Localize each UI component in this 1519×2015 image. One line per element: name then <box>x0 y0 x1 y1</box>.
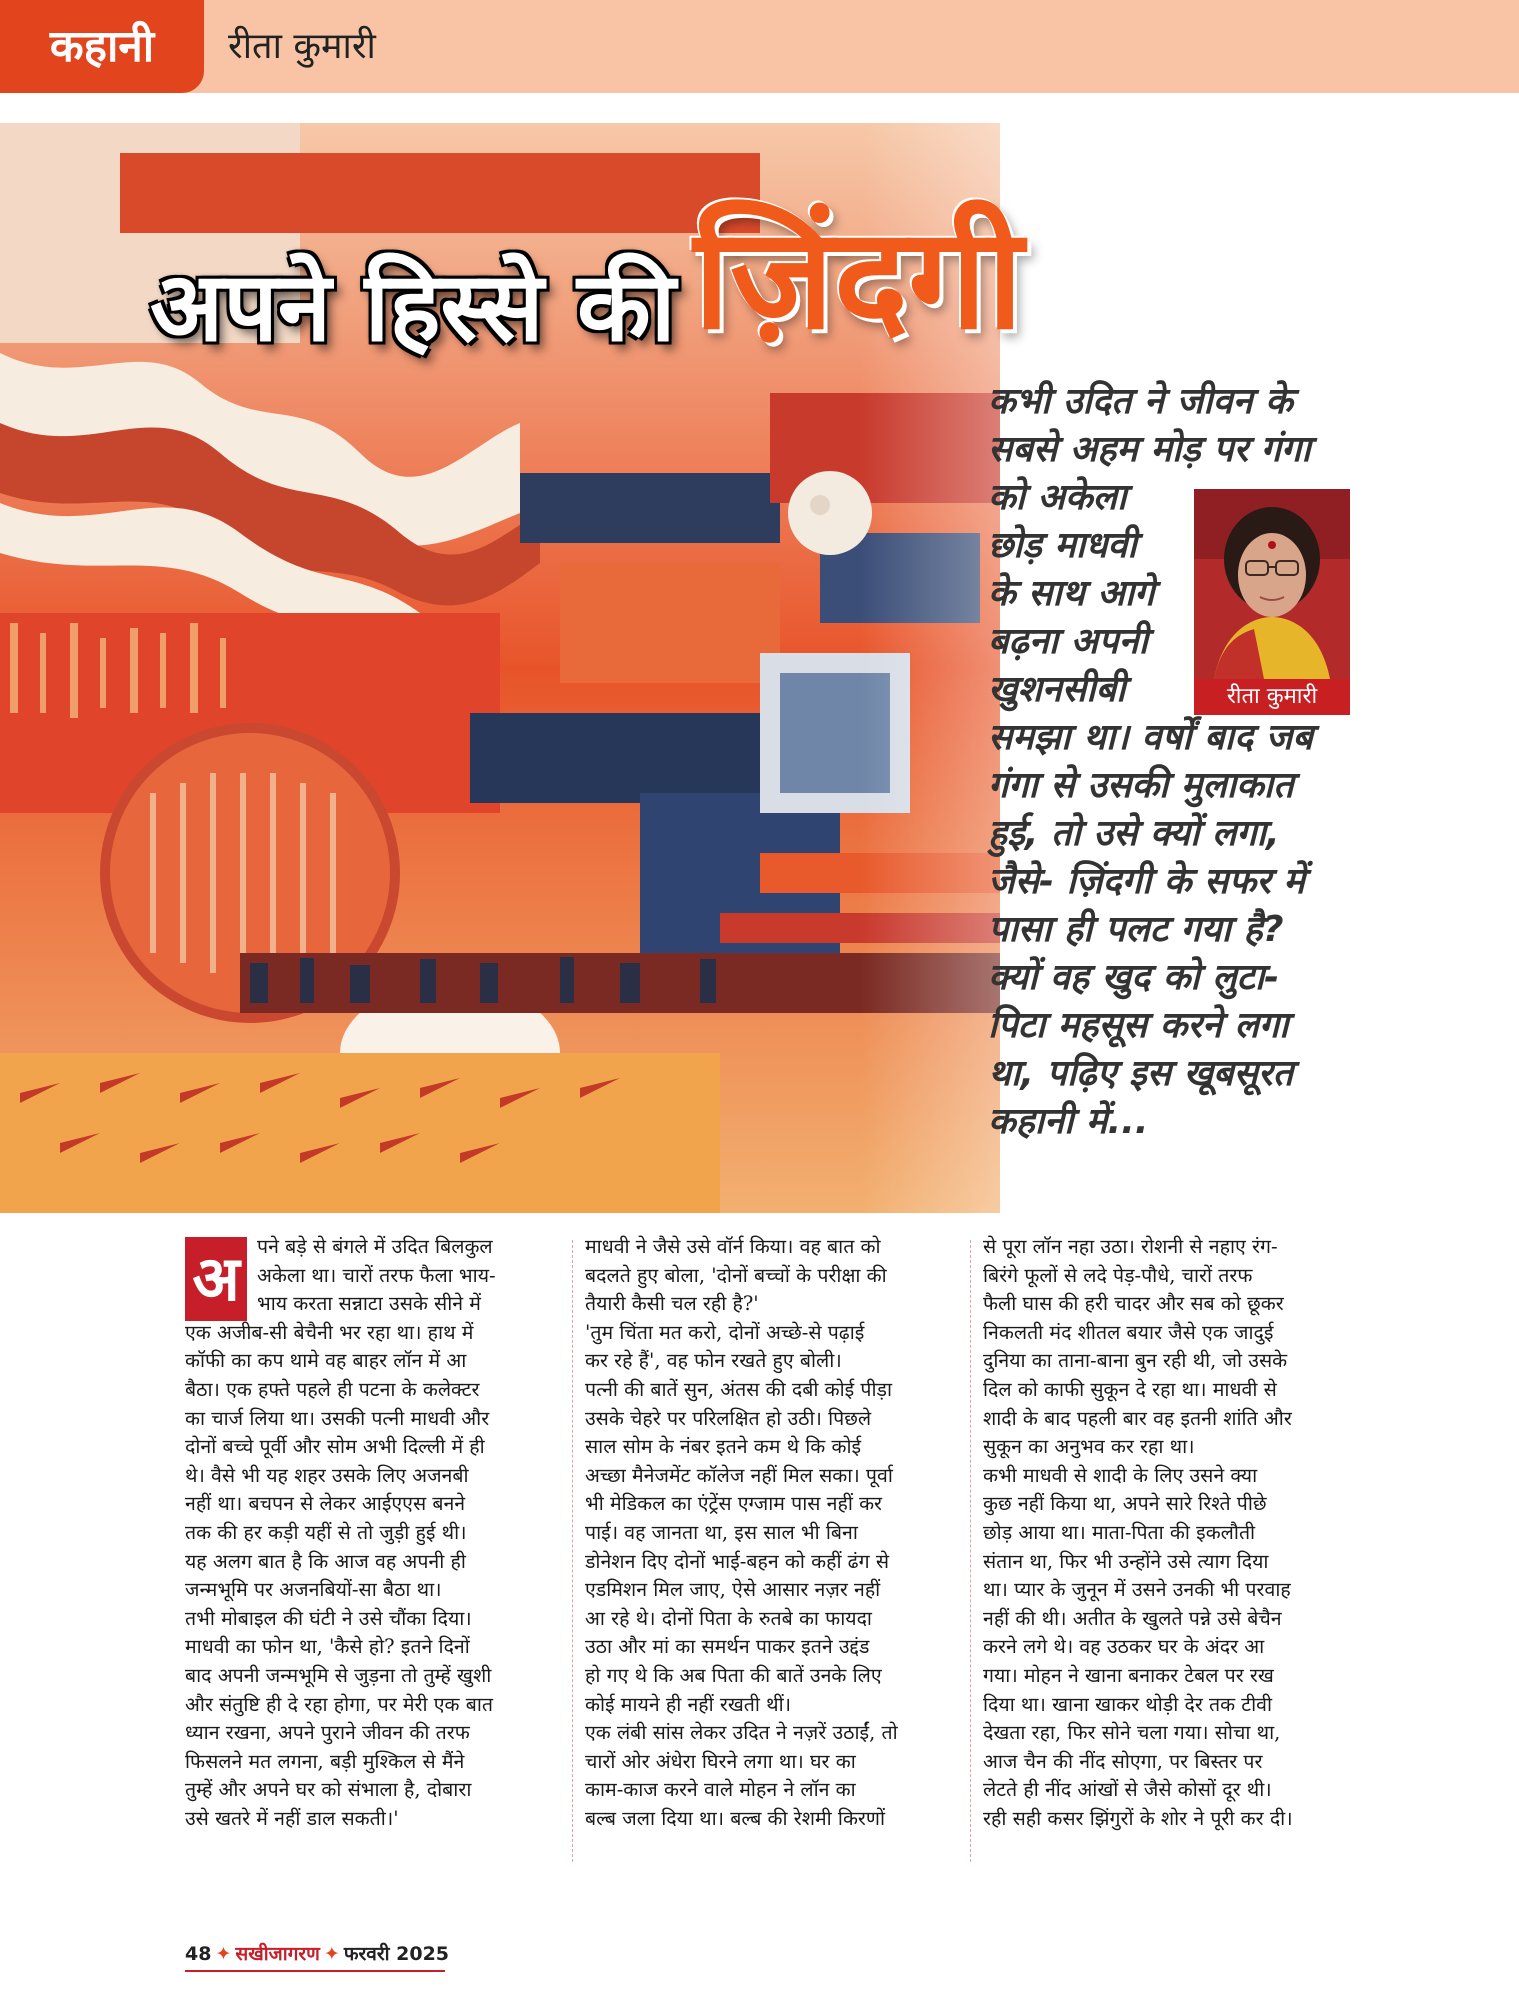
body-line: तक की हर कड़ी यहीं से तो जुड़ी हुई थी। <box>185 1520 467 1544</box>
body-line: हो गए थे कि अब पिता की बातें उनके लिए <box>585 1663 882 1687</box>
footer-separator: ✦ <box>323 1943 340 1965</box>
standfirst-line: छोड़ माधवी <box>988 525 1137 566</box>
body-line: दुनिया का ताना-बाना बुन रही थी, जो उसके <box>983 1349 1288 1373</box>
body-column-2 <box>585 1233 955 1833</box>
body-line: तुम्हें और अपने घर को संभाला है, दोबारा <box>185 1778 472 1802</box>
body-line: फिसलने मत लगना, बड़ी मुश्किल से मैंने <box>185 1749 465 1773</box>
header-author: रीता कुमारी <box>228 26 376 67</box>
drop-cap: अ <box>185 1237 247 1321</box>
author-photo-caption: रीता कुमारी <box>1194 679 1350 715</box>
body-line: उसे खतरे में नहीं डाल सकती।' <box>185 1806 399 1830</box>
body-line: नहीं था। बचपन से लेकर आईएएस बनने <box>185 1492 466 1516</box>
body-line: दिया था। खाना खाकर थोड़ी देर तक टीवी <box>983 1692 1273 1716</box>
standfirst-line: था, पढ़िए इस खूबसूरत <box>988 1053 1294 1094</box>
title-main: अपने हिस्से की <box>150 251 676 363</box>
body-line: 'तुम चिंता मत करो, दोनों अच्छे-से पढ़ाई <box>585 1320 865 1344</box>
body-line: उसके चेहरे पर परिलक्षित हो उठी। पिछले <box>585 1406 872 1430</box>
column-divider <box>572 1240 574 1862</box>
body-line: से पूरा लॉन नहा उठा। रोशनी से नहाए रंग- <box>983 1235 1278 1258</box>
body-line: बाद अपनी जन्मभूमि से जुड़ना तो तुम्हें खुशी <box>185 1663 492 1687</box>
body-line: शादी के बाद पहली बार वह इतनी शांति और <box>983 1406 1292 1430</box>
body-line: अच्छा मैनेजमेंट कॉलेज नहीं मिल सका। पूर्वा <box>585 1463 893 1487</box>
body-line: उठा और मां का समर्थन पाकर इतने उद्दंड <box>585 1635 870 1659</box>
standfirst-line: जैसे- ज़िंदगी के सफर में <box>988 861 1305 902</box>
body-line: का चार्ज लिया था। उसकी पत्नी माधवी और <box>185 1406 490 1430</box>
body-line: देखता रहा, फिर सोने चला गया। सोचा था, <box>983 1721 1281 1745</box>
body-line: कभी माधवी से शादी के लिए उसने क्या <box>983 1463 1258 1487</box>
author-photo <box>1194 489 1350 715</box>
body-line: साल सोम के नंबर इतने कम थे कि कोई <box>585 1435 862 1459</box>
standfirst-line: पासा ही पलट गया है? <box>988 909 1284 950</box>
standfirst-line: कहानी में... <box>988 1101 1149 1142</box>
standfirst-line: क्यों वह खुद को लुटा- <box>988 957 1280 998</box>
standfirst-line: समझा था। वर्षों बाद जब <box>988 717 1313 758</box>
body-line: तभी मोबाइल की घंटी ने उसे चौंका दिया। <box>185 1606 472 1630</box>
issue-date: फरवरी 2025 <box>343 1943 450 1965</box>
body-line: चारों ओर अंधेरा घिरने लगा था। घर का <box>585 1749 856 1773</box>
page-footer <box>185 1940 449 1966</box>
body-line: एक अजीब-सी बेचैनी भर रहा था। हाथ में <box>185 1320 474 1344</box>
body-line: नहीं की थी। अतीत के खुलते पन्ने उसे बेचैन <box>983 1606 1282 1630</box>
body-line: भाय करता सन्नाटा उसके सीने में <box>257 1292 481 1316</box>
body-line: माधवी ने जैसे उसे वॉर्न किया। वह बात को <box>585 1235 881 1258</box>
body-line: कोई मायने ही नहीं रखती थीं। <box>585 1692 792 1716</box>
body-line: काम-काज करने वाले मोहन ने लॉन का <box>585 1778 856 1802</box>
body-line: करने लगे थे। वह उठकर घर के अंदर आ <box>983 1635 1265 1659</box>
body-line: डोनेशन दिए दोनों भाई-बहन को कहीं ढंग से <box>585 1549 890 1573</box>
body-line: दिल को काफी सुकून दे रहा था। माधवी से <box>983 1377 1277 1401</box>
body-line: अकेला था। चारों तरफ फैला भाय- <box>257 1263 496 1287</box>
body-column-3 <box>983 1233 1353 1833</box>
body-line: यह अलग बात है कि आज वह अपनी ही <box>185 1549 466 1573</box>
standfirst-line: सबसे अहम मोड़ पर गंगा <box>988 429 1311 470</box>
body-line: लेटते ही नींद आंखों से जैसे कोसों दूर थी। <box>983 1778 1272 1802</box>
body-line: फैली घास की हरी चादर और सब को छूकर <box>983 1292 1284 1316</box>
body-line: छोड़ आया था। माता-पिता की इकलौती <box>983 1520 1256 1544</box>
body-line: ध्यान रखना, अपने पुराने जीवन की तरफ <box>185 1721 470 1745</box>
footer-separator: ✦ <box>215 1943 232 1965</box>
body-line: और संतुष्टि ही दे रहा होगा, पर मेरी एक बात <box>185 1692 494 1716</box>
body-line: बिरंगे फूलों से लदे पेड़-पौधे, चारों तरफ <box>983 1263 1253 1287</box>
body-line: तैयारी कैसी चल रही है?' <box>585 1292 759 1316</box>
body-line: पत्नी की बातें सुन, अंतस की दबी कोई पीड़ा <box>585 1377 893 1401</box>
body-line: जन्मभूमि पर अजनबियों-सा बैठा था। <box>185 1578 442 1602</box>
body-line: कॉफी का कप थामे वह बाहर लॉन में आ <box>185 1349 467 1373</box>
standfirst-line: हुई, तो उसे क्यों लगा, <box>988 813 1280 854</box>
body-line: बैठा। एक हफ्ते पहले ही पटना के कलेक्टर <box>185 1377 480 1401</box>
body-line: आज चैन की नींद सोएगा, पर बिस्तर पर <box>983 1749 1263 1773</box>
author-portrait-image <box>1194 489 1350 679</box>
body-column-1 <box>185 1233 555 1833</box>
body-line: पने बड़े से बंगले में उदित बिलकुल <box>257 1235 493 1258</box>
body-line: कर रहे हैं', वह फोन रखते हुए बोली। <box>585 1349 842 1373</box>
body-line: माधवी का फोन था, 'कैसे हो? इतने दिनों <box>185 1635 470 1659</box>
body-line: दोनों बच्चे पूर्वी और सोम अभी दिल्ली में ही <box>185 1435 485 1459</box>
body-line: पाई। वह जानता था, इस साल भी बिना <box>585 1520 858 1544</box>
footer-rule <box>185 1970 445 1972</box>
magazine-name: सखीजागरण <box>235 1943 320 1965</box>
standfirst-line: बढ़ना अपनी <box>988 621 1148 662</box>
body-line: गया। मोहन ने खाना बनाकर टेबल पर रख <box>983 1663 1274 1687</box>
body-line: संतान था, फिर भी उन्होंने उसे त्याग दिया <box>983 1549 1269 1573</box>
column-divider <box>970 1240 972 1862</box>
page-number: 48 <box>185 1943 212 1965</box>
story-title <box>150 178 1024 363</box>
section-label: कहानी <box>0 0 204 93</box>
body-line: बदलते हुए बोला, 'दोनों बच्चों के परीक्षा की <box>585 1263 887 1287</box>
body-line: एक लंबी सांस लेकर उदित ने नज़रें उठाईं, तो <box>585 1721 898 1745</box>
body-line: था। प्यार के जुनून में उसने उनकी भी परवाह <box>983 1578 1291 1602</box>
body-line: रही सही कसर झिंगुरों के शोर ने पूरी कर दी। <box>983 1806 1293 1830</box>
body-line: निकलती मंद शीतल बयार जैसे एक जादुई <box>983 1320 1274 1344</box>
body-line: थे। वैसे भी यह शहर उसके लिए अजनबी <box>185 1463 469 1487</box>
body-line: भी मेडिकल का एंट्रेंस एग्जाम पास नहीं कर <box>585 1492 883 1516</box>
body-line: कुछ नहीं किया था, अपने सारे रिश्ते पीछे <box>983 1492 1267 1516</box>
body-line: आ रहे थे। दोनों पिता के रुतबे का फायदा <box>585 1606 872 1630</box>
standfirst-line: खुशनसीबी <box>988 669 1126 710</box>
body-line: सुकून का अनुभव कर रहा था। <box>983 1435 1195 1459</box>
standfirst-line: कभी उदित ने जीवन के <box>988 381 1293 422</box>
standfirst-line: को अकेला <box>988 477 1127 518</box>
title-accent: ज़िंदगी <box>693 198 1024 361</box>
body-line: बल्ब जला दिया था। बल्ब की रेशमी किरणों <box>585 1806 886 1830</box>
standfirst-line: गंगा से उसकी मुलाकात <box>988 765 1294 806</box>
body-line: एडमिशन मिल जाए, ऐसे आसार नज़र नहीं <box>585 1578 881 1602</box>
standfirst-line: पिटा महसूस करने लगा <box>988 1005 1289 1046</box>
standfirst-line: के साथ आगे <box>988 573 1155 614</box>
